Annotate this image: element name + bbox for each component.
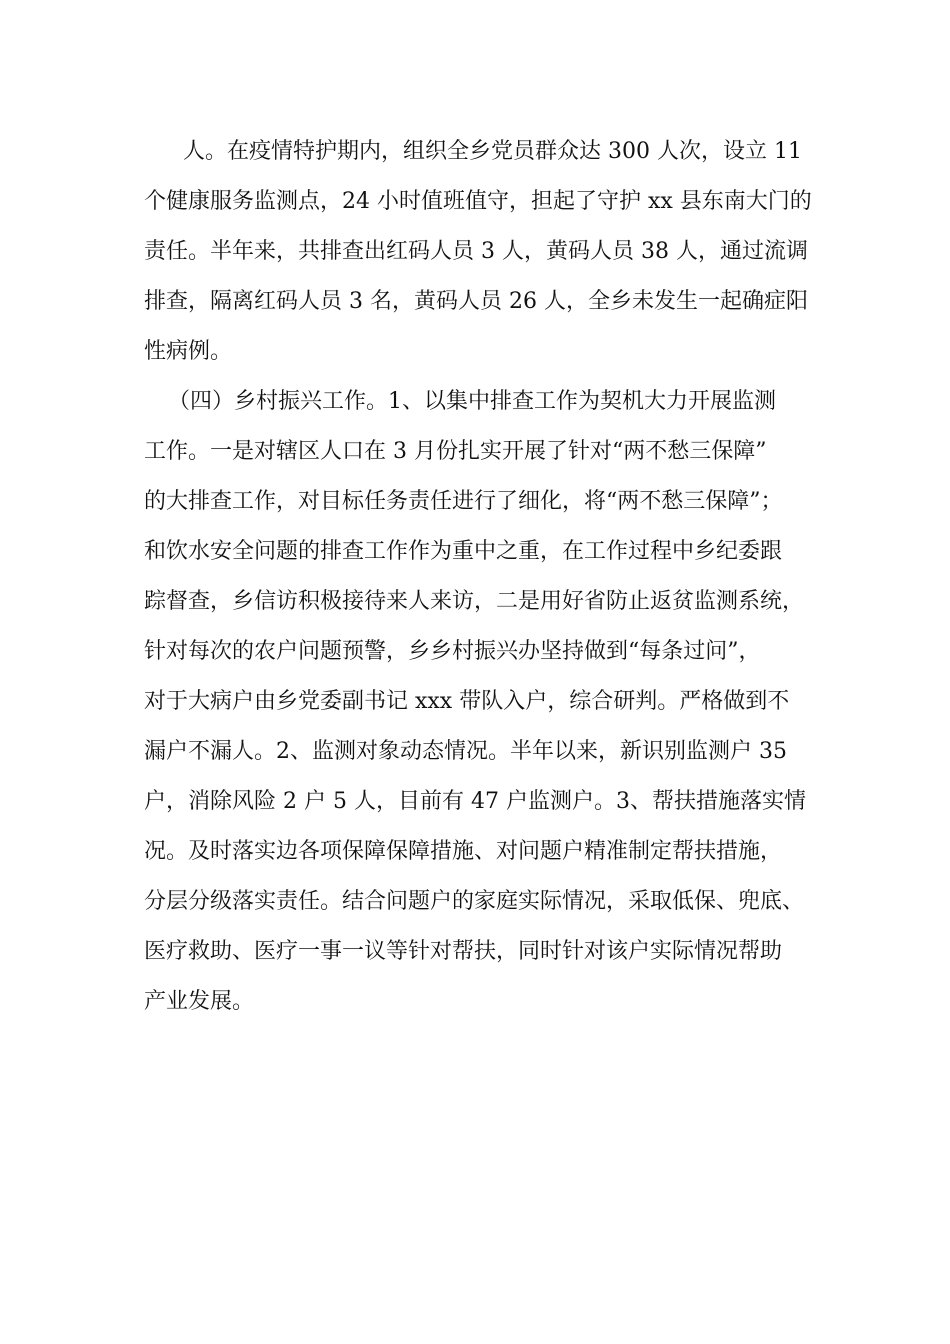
text-line: 踪督查，乡信访积极接待来人来访，二是用好省防止返贫监测系统， — [144, 589, 805, 614]
text-line: 漏户不漏人。2、监测对象动态情况。半年以来，新识别监测户 35 — [144, 739, 787, 764]
text-line: 人。在疫情特护期内，组织全乡党员群众达 300 人次，设立 11 — [183, 139, 802, 164]
text-line: 和饮水安全问题的排查工作作为重中之重，在工作过程中乡纪委跟 — [144, 539, 783, 564]
text-line: 对于大病户由乡党委副书记 xxx 带队入户，综合研判。严格做到不 — [144, 689, 790, 714]
text-line: （四）乡村振兴工作。1、以集中排查工作为契机大力开展监测 — [168, 389, 776, 414]
text-line: 的大排查工作，对目标任务责任进行了细化，将“两不愁三保障”； — [144, 489, 783, 514]
text-line: 产业发展。 — [144, 989, 255, 1014]
text-line: 性病例。 — [144, 339, 233, 364]
text-line: 分层分级落实责任。结合问题户的家庭实际情况，采取低保、兜底、 — [144, 889, 805, 914]
text-line: 况。及时落实边各项保障保障措施、对问题户精准制定帮扶措施， — [144, 839, 783, 864]
text-line: 责任。半年来，共排查出红码人员 3 人，黄码人员 38 人，通过流调 — [144, 239, 808, 264]
text-line: 医疗救助、医疗一事一议等针对帮扶，同时针对该户实际情况帮助 — [144, 939, 783, 964]
text-line: 针对每次的农户问题预警，乡乡村振兴办坚持做到“每条过问”， — [144, 639, 761, 664]
text-line: 户，消除风险 2 户 5 人，目前有 47 户监测户。3、帮扶措施落实情 — [144, 789, 806, 814]
text-line: 工作。一是对辖区人口在 3 月份扎实开展了针对“两不愁三保障” — [144, 439, 767, 464]
text-line: 个健康服务监测点，24 小时值班值守，担起了守护 xx 县东南大门的 — [144, 189, 812, 214]
text-line: 排查，隔离红码人员 3 名，黄码人员 26 人，全乡未发生一起确症阳 — [144, 289, 808, 314]
